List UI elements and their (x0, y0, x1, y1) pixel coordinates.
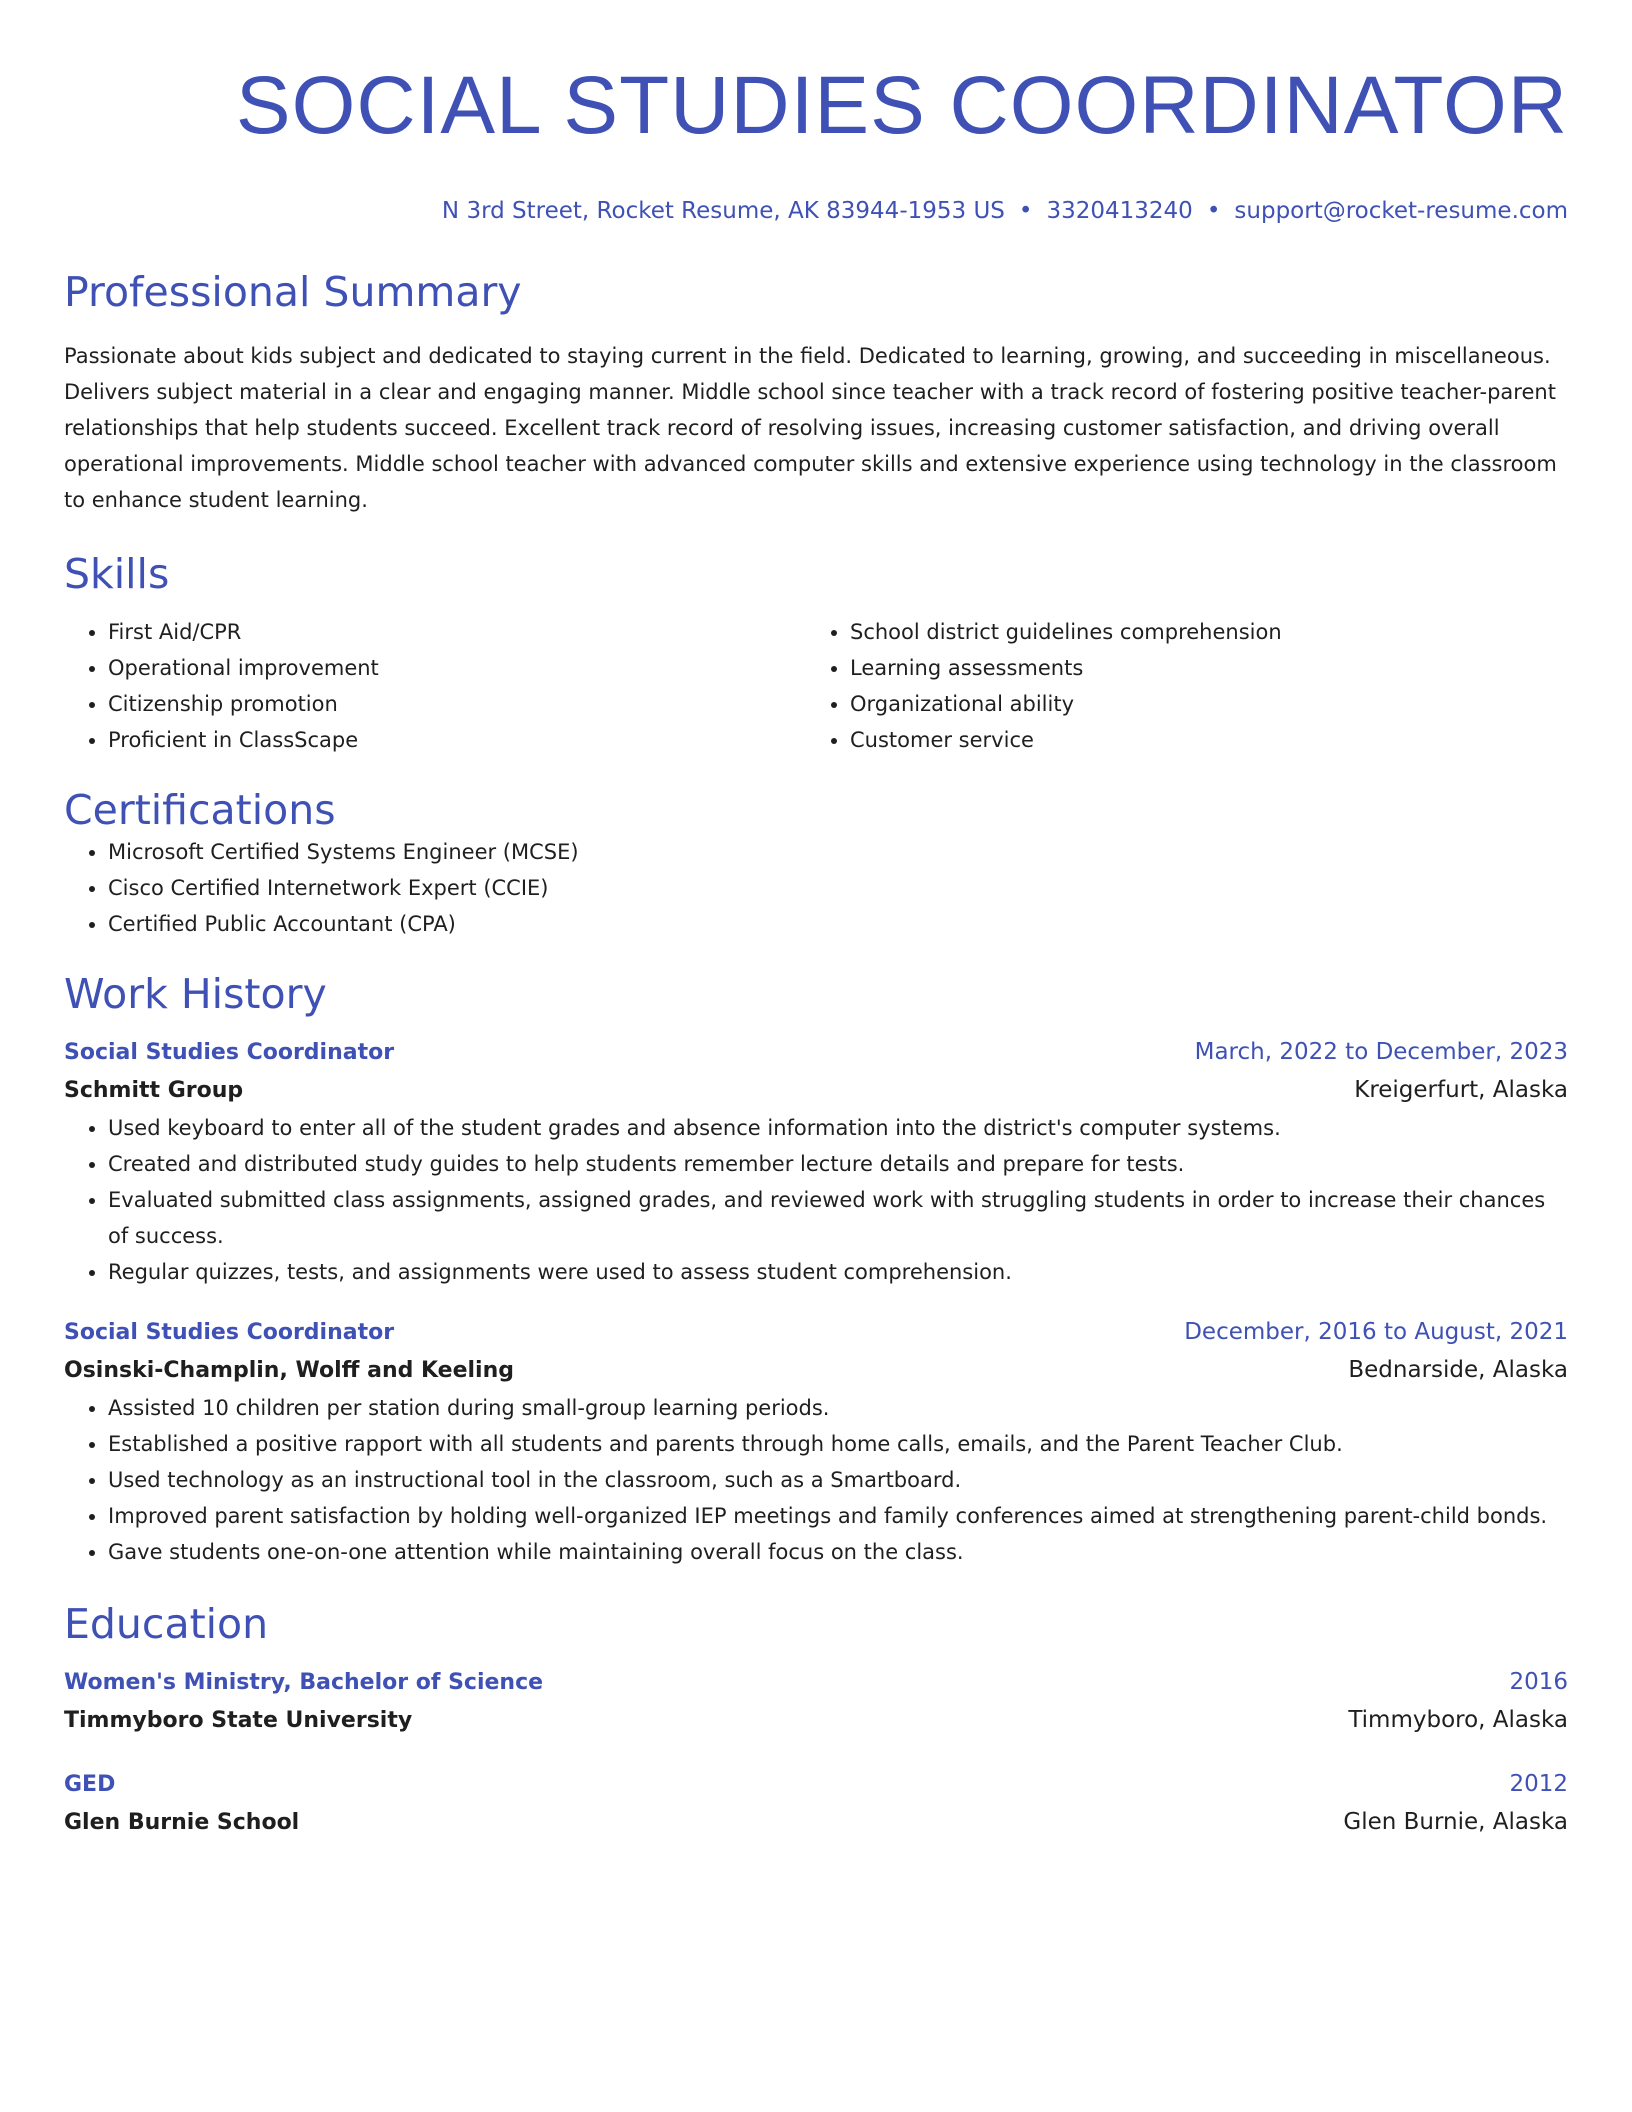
education-heading: Education (64, 1600, 269, 1648)
summary-heading: Professional Summary (64, 268, 522, 316)
education-school-row (64, 1803, 1568, 1842)
certifications-list (64, 834, 1568, 942)
contact-email[interactable]: support@rocket-resume.com (1234, 198, 1568, 224)
contact-separator: • (1018, 198, 1033, 224)
education-header-row (64, 1664, 1568, 1701)
job-title: Social Studies Coordinator (64, 1320, 395, 1345)
contact-phone: 3320413240 (1046, 198, 1193, 224)
skills-list-left (64, 614, 806, 758)
skills-list-right (806, 614, 1548, 758)
job-location: Kreigerfurt, Alaska (1354, 1077, 1568, 1103)
job-entry (64, 1034, 1568, 1290)
job-company: Osinski-Champlin, Wolff and Keeling (64, 1358, 515, 1383)
job-duty: • Improved parent satisfaction by holding well-organized IEP meetings and family conferences aimed at strengthening parent-child bonds. (108, 1498, 1568, 1534)
education-school-row (64, 1701, 1568, 1740)
education-year: 2012 (1509, 1771, 1568, 1797)
job-duty: • Evaluated submitted class assignments, assigned grades, and reviewed work with struggling students in order to increase their chances of success. (108, 1182, 1568, 1254)
job-duty: • Gave students one-on-one attention while maintaining overall focus on the class. (108, 1534, 1568, 1570)
contact-line (64, 196, 1568, 226)
job-header-row (64, 1314, 1568, 1351)
education-degree: GED (64, 1772, 116, 1797)
education-school: Glen Burnie School (64, 1810, 300, 1835)
education-header-row (64, 1766, 1568, 1803)
job-dates: December, 2016 to August, 2021 (1184, 1319, 1568, 1345)
job-duty: • Assisted 10 children per station during small-group learning periods. (108, 1390, 1568, 1426)
certification-item: • Certified Public Accountant (CPA) (108, 906, 1568, 942)
contact-address: N 3rd Street, Rocket Resume, AK 83944-1953 US (441, 198, 1005, 224)
skills-columns (64, 614, 1568, 758)
summary-text: Passionate about kids subject and dedicated to staying current in the field. Dedicated to learning, growing, and succeeding in miscellaneous. Delivers subject material in a clear and engaging manner. Middle school since teacher with a track record of fostering positive teacher-parent relationships that help students succeed. Excellent track record of resolving issues, increasing customer satisfaction, and driving overall operational improvements. Middle school teacher with advanced computer skills and extensive experience using technology in the classroom to enhance student learning. (64, 344, 1557, 512)
job-company-row (64, 1351, 1568, 1390)
education-school: Timmyboro State University (64, 1708, 413, 1733)
job-dates: March, 2022 to December, 2023 (1194, 1039, 1568, 1065)
job-duties (64, 1110, 1568, 1290)
job-entry (64, 1314, 1568, 1570)
job-header-row (64, 1034, 1568, 1071)
skill-item: • First Aid/CPR (108, 614, 806, 650)
skill-item: • School district guidelines comprehension (850, 614, 1548, 650)
skill-item: • Learning assessments (850, 650, 1548, 686)
certification-item: • Microsoft Certified Systems Engineer (MCSE) (108, 834, 1568, 870)
education-location: Glen Burnie, Alaska (1343, 1809, 1568, 1835)
job-company-row (64, 1071, 1568, 1110)
education-year: 2016 (1509, 1669, 1568, 1695)
skills-column-left (64, 614, 806, 758)
certifications-heading: Certifications (64, 786, 336, 834)
education-entry (64, 1664, 1568, 1740)
job-duty: • Used technology as an instructional tool in the classroom, such as a Smartboard. (108, 1462, 1568, 1498)
job-duty: • Established a positive rapport with all students and parents through home calls, emails, and the Parent Teacher Club. (108, 1426, 1568, 1462)
certification-item: • Cisco Certified Internetwork Expert (CCIE) (108, 870, 1568, 906)
skills-column-right (806, 614, 1548, 758)
skills-heading: Skills (64, 550, 170, 598)
skill-item: • Organizational ability (850, 686, 1548, 722)
job-duty: • Created and distributed study guides to help students remember lecture details and prepare for tests. (108, 1146, 1568, 1182)
contact-separator: • (1206, 198, 1221, 224)
job-location: Bednarside, Alaska (1348, 1357, 1568, 1383)
education-entry (64, 1766, 1568, 1842)
work-history-heading: Work History (64, 970, 327, 1018)
skill-item: • Customer service (850, 722, 1548, 758)
resume-name: SOCIAL STUDIES COORDINATOR (235, 60, 1568, 151)
education-degree: Women's Ministry, Bachelor of Science (64, 1670, 544, 1695)
skill-item: • Proficient in ClassScape (108, 722, 806, 758)
job-company: Schmitt Group (64, 1078, 244, 1103)
job-title: Social Studies Coordinator (64, 1040, 395, 1065)
job-duties (64, 1390, 1568, 1570)
job-duty: • Regular quizzes, tests, and assignments were used to assess student comprehension. (108, 1254, 1568, 1290)
skill-item: • Citizenship promotion (108, 686, 806, 722)
job-duty: • Used keyboard to enter all of the student grades and absence information into the district's computer systems. (108, 1110, 1568, 1146)
education-location: Timmyboro, Alaska (1348, 1707, 1568, 1733)
skill-item: • Operational improvement (108, 650, 806, 686)
